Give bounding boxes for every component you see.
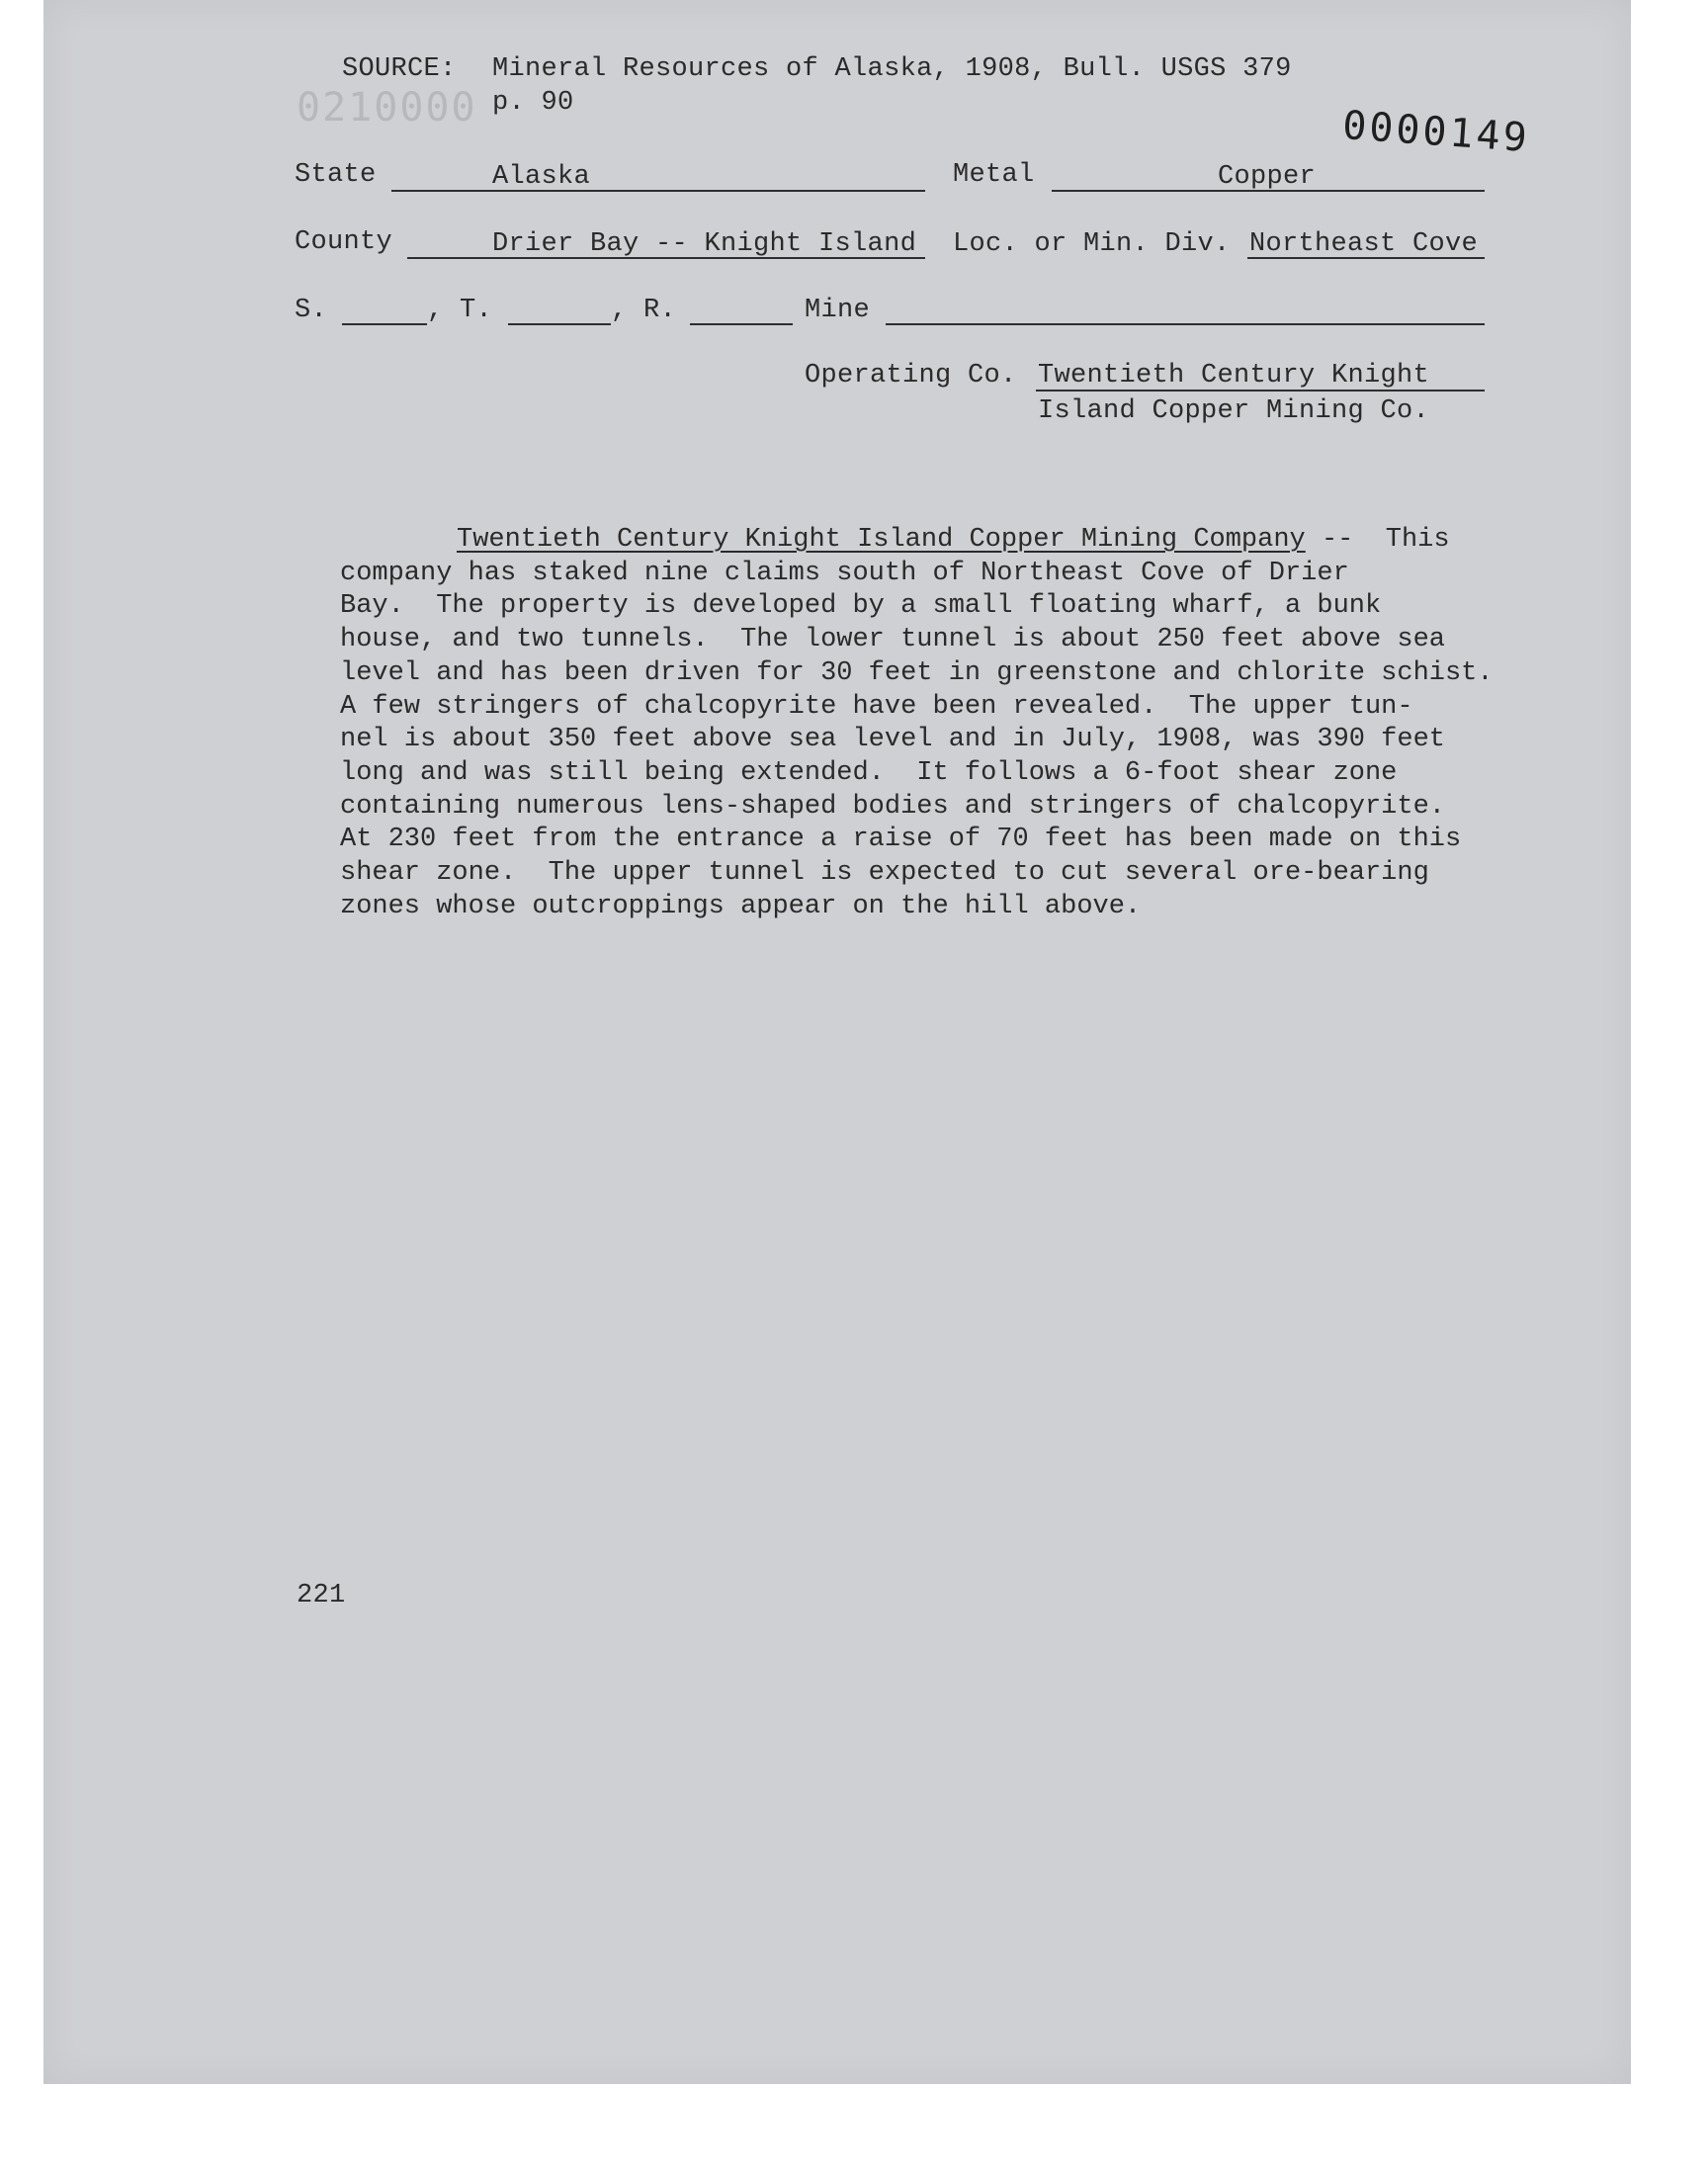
township-line — [508, 323, 611, 325]
state-label: State — [295, 160, 377, 190]
record-stamp-number: 0000149 — [1340, 103, 1532, 162]
county-label: County — [295, 227, 393, 257]
opco-line1: Twentieth Century Knight — [1038, 361, 1430, 391]
body-line: company has staked nine claims south of Northeast Cove of Drier — [340, 558, 1349, 588]
locdiv-label: Loc. or Min. Div. — [953, 229, 1231, 259]
opco-label: Operating Co. — [805, 361, 1017, 391]
body-line: level and has been driven for 30 feet in greenstone and chlorite schist. — [340, 657, 1494, 688]
section-line — [342, 323, 427, 325]
source-citation: Mineral Resources of Alaska, 1908, Bull. USGS 379 — [492, 54, 1292, 84]
body-heading: Twentieth Century Knight Island Copper Mining Company — [457, 525, 1306, 555]
body-line: -- This — [1305, 525, 1450, 555]
body-line: house, and two tunnels. The lower tunnel is about 250 feet above sea — [340, 625, 1445, 655]
metal-label: Metal — [953, 160, 1035, 190]
county-line — [407, 257, 925, 259]
township-label: , T. — [427, 296, 493, 325]
body-line: A few stringers of chalcopyrite have been revealed. The upper tun- — [340, 691, 1413, 722]
locdiv-value: Northeast Cove — [1249, 229, 1479, 259]
body-line: Bay. The property is developed by a small floating wharf, a bunk — [340, 591, 1382, 622]
state-value: Alaska — [492, 162, 591, 192]
page-number: 221 — [297, 1581, 346, 1610]
faint-stamp-number: 0210000 — [297, 85, 477, 130]
county-value: Drier Bay -- Knight Island — [492, 229, 917, 259]
locdiv-line — [1247, 257, 1485, 259]
body-line: nel is about 350 feet above sea level and in July, 1908, was 390 feet — [340, 725, 1445, 755]
state-line — [391, 190, 925, 192]
mine-line — [886, 323, 1485, 325]
source-page: p. 90 — [492, 88, 574, 118]
section-label: S. — [295, 296, 328, 325]
range-line — [690, 323, 793, 325]
body-paragraph — [340, 524, 1566, 923]
body-line: shear zone. The upper tunnel is expected to cut several ore-bearing — [340, 858, 1429, 889]
range-label: , R. — [611, 296, 677, 325]
metal-line — [1052, 190, 1485, 192]
mine-label: Mine — [805, 296, 871, 325]
opco-line — [1036, 390, 1485, 392]
opco-line2: Island Copper Mining Co. — [1038, 396, 1430, 426]
document-sheet — [43, 0, 1631, 2084]
body-line: containing numerous lens-shaped bodies and stringers of chalcopyrite. — [340, 791, 1445, 822]
source-label: SOURCE: — [342, 54, 457, 84]
body-line: zones whose outcroppings appear on the hill above. — [340, 891, 1142, 921]
metal-value: Copper — [1218, 162, 1317, 192]
body-line: At 230 feet from the entrance a raise of 70 feet has been made on this — [340, 825, 1462, 855]
body-line: long and was still being extended. It follows a 6-foot shear zone — [340, 757, 1398, 788]
